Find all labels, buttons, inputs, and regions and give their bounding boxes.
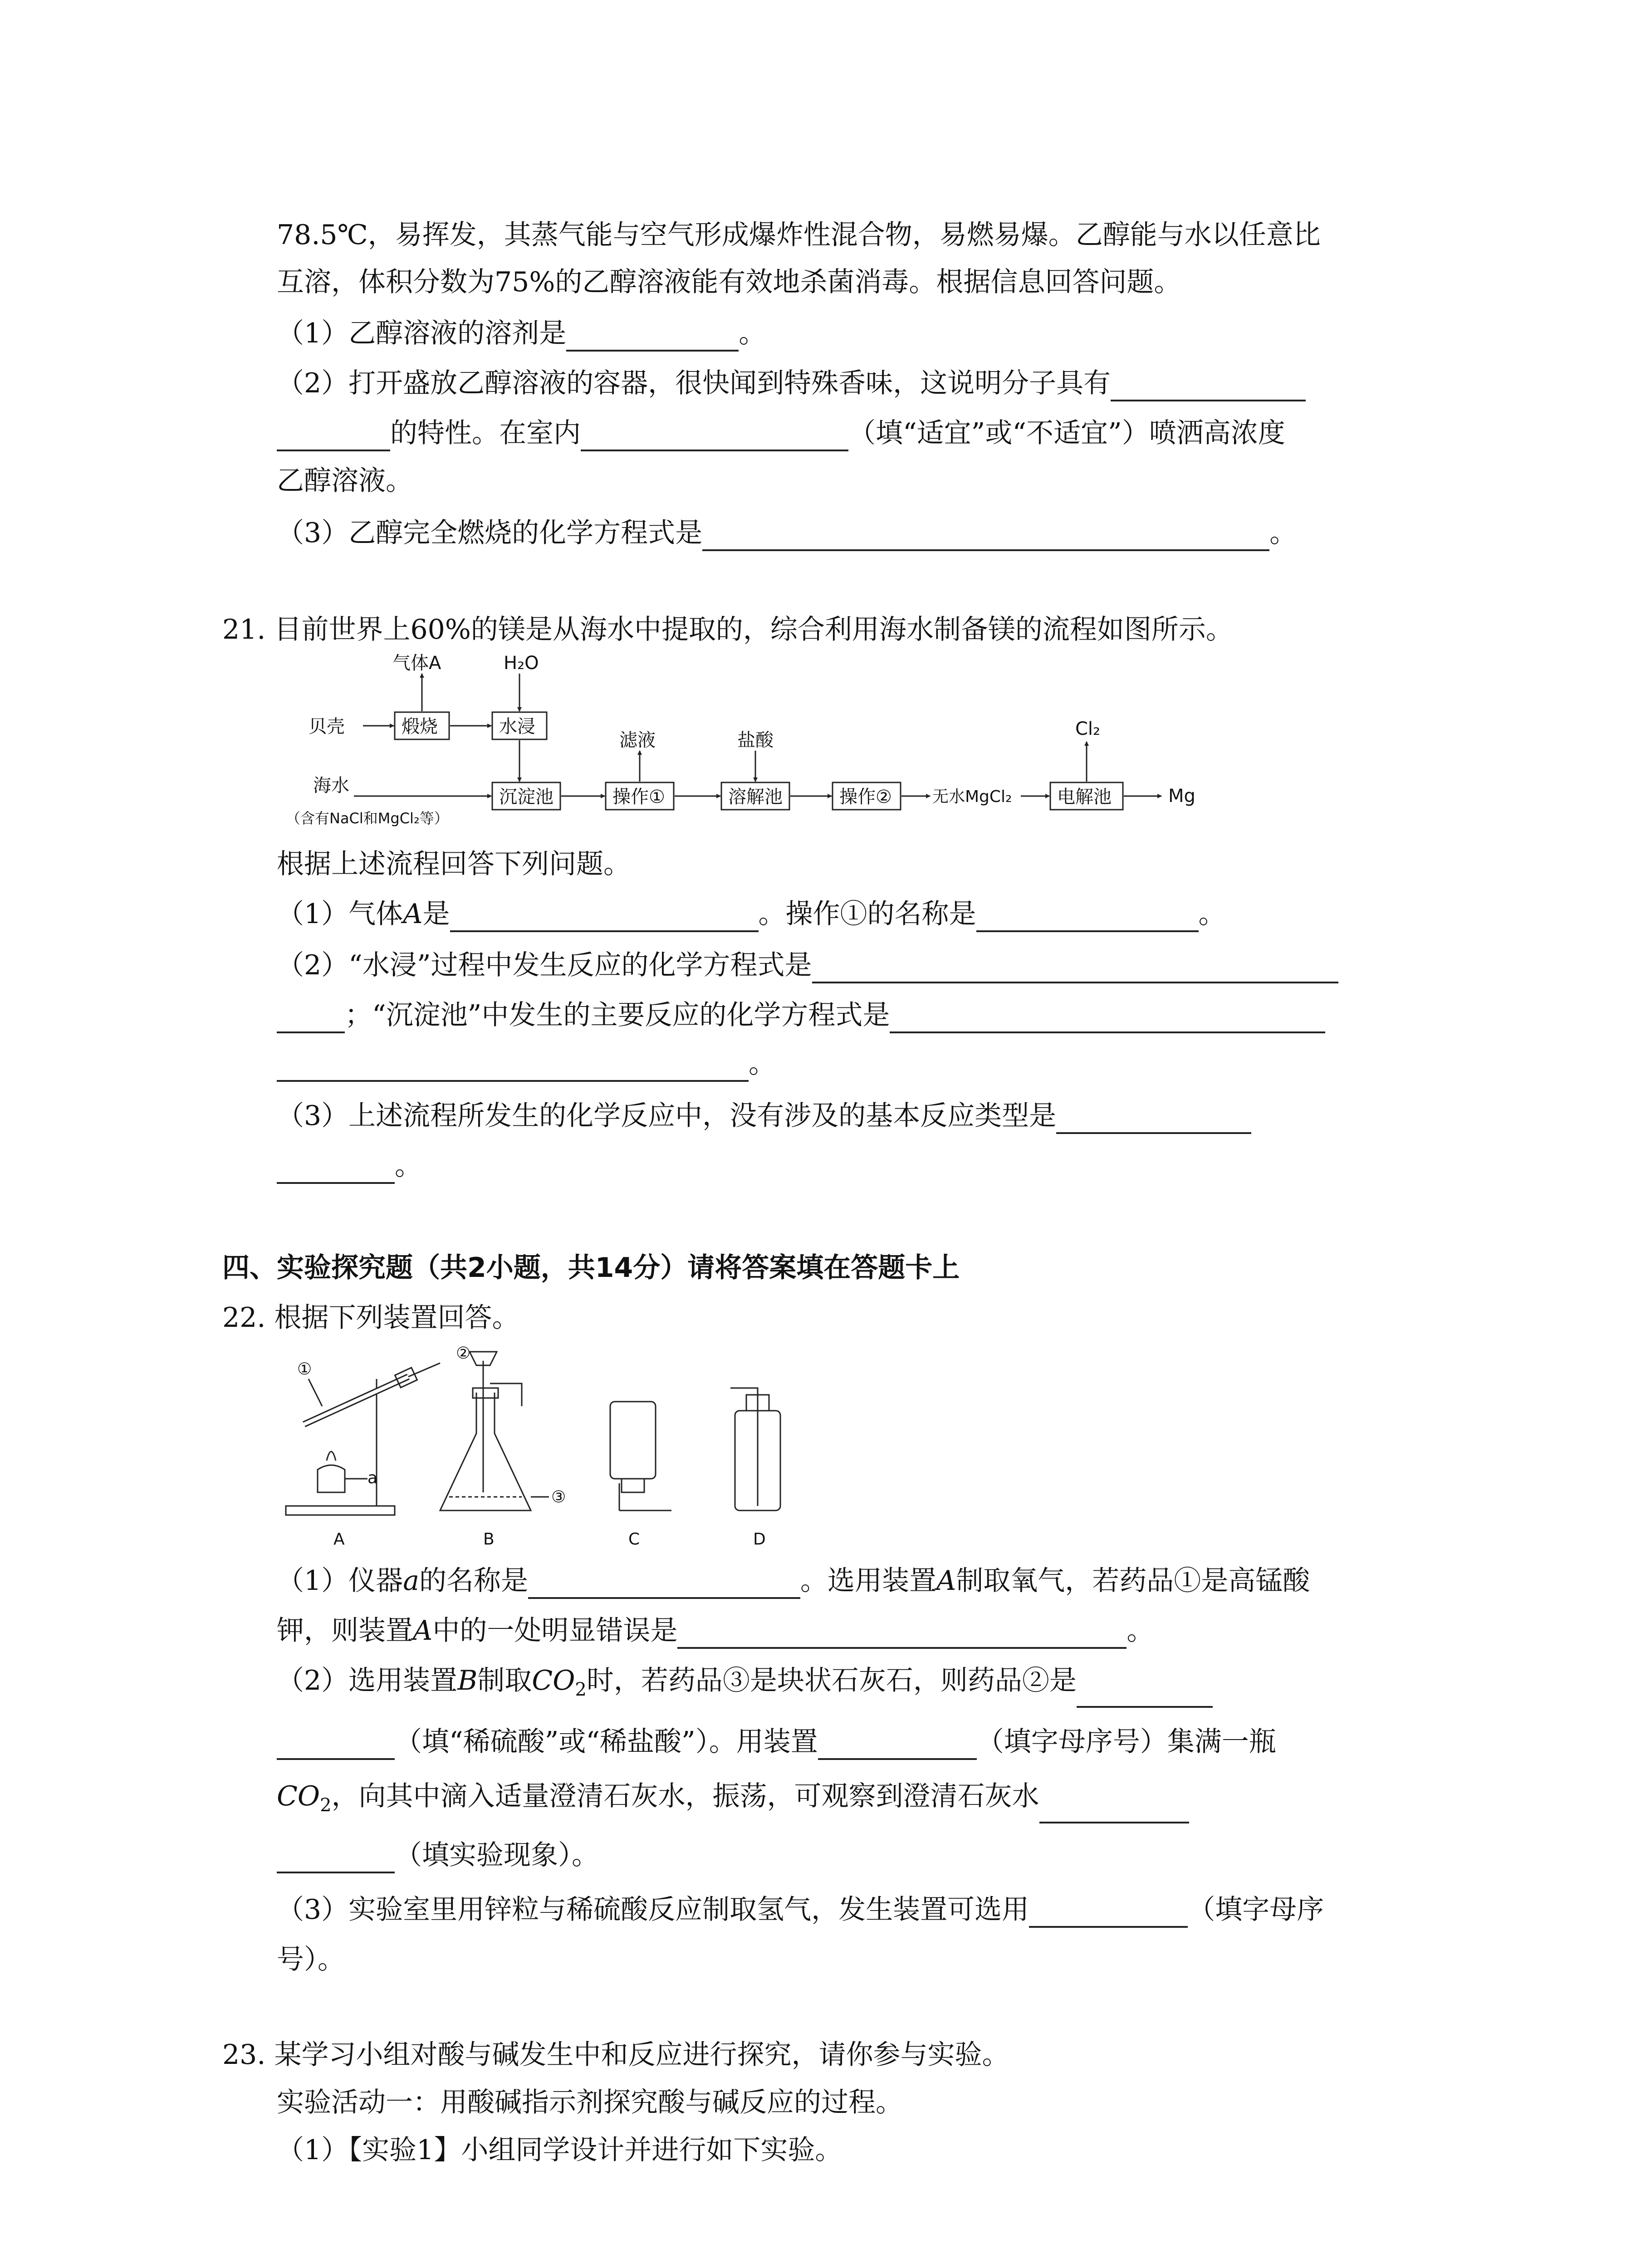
label-precip: 沉淀池 xyxy=(499,787,554,807)
pointer-1 xyxy=(309,1379,322,1406)
answer-blank[interactable] xyxy=(277,1154,395,1184)
label-hcl: 盐酸 xyxy=(737,730,774,751)
answer-blank[interactable] xyxy=(277,1730,395,1760)
answer-blank[interactable] xyxy=(450,902,759,932)
label-filtrate: 滤液 xyxy=(619,730,656,751)
c-delivery-tube xyxy=(619,1483,671,1510)
answer-blank[interactable] xyxy=(277,1052,749,1082)
q22-part2-line3: $CO_2$，向其中滴入适量澄清石灰水，振荡，可观察到澄清石灰水 xyxy=(277,1778,1189,1823)
answer-blank[interactable] xyxy=(277,1843,395,1873)
label-mg: Mg xyxy=(1168,786,1195,807)
q20-line2: 互溶，体积分数为75%的乙醇溶液能有效地杀菌消毒。根据信息回答问题。 xyxy=(277,266,1181,298)
q20-part2-line2: 的特性。在室内 （填“适宜”或“不适宜”）喷洒高浓度 xyxy=(277,415,1285,451)
label-h2o: H₂O xyxy=(504,653,539,674)
bottle-c-neck xyxy=(622,1479,644,1492)
label-calcine: 煅烧 xyxy=(402,716,438,737)
q22-part3-line2: 号）。 xyxy=(277,1944,345,1975)
apparatus-figure xyxy=(277,1343,867,1551)
q21-intro: 根据上述流程回答下列问题。 xyxy=(277,848,631,880)
answer-blank[interactable] xyxy=(277,421,390,451)
q20-part1: （1）乙醇溶液的溶剂是 。 xyxy=(277,315,766,352)
answer-blank[interactable] xyxy=(1039,1794,1189,1823)
q21-part1: （1）气体A是 。操作①的名称是 。 xyxy=(277,896,1226,932)
answer-blank[interactable] xyxy=(1056,1104,1251,1134)
q22-part2-line1: （2）选用装置B制取$CO_2$时，若药品③是块状石灰石，则药品②是 xyxy=(277,1662,1213,1708)
q23-stem: 23. 某学习小组对酸与碱发生中和反应进行探究，请你参与实验。 xyxy=(222,2039,1009,2071)
q22-part1-line1: （1）仪器a的名称是 。选用装置A制取氧气，若药品①是高锰酸 xyxy=(277,1563,1310,1599)
section4-heading: 四、实验探究题（共2小题，共14分）请将答案填在答题卡上 xyxy=(222,1252,960,1284)
label-op2: 操作② xyxy=(839,787,892,807)
answer-blank[interactable] xyxy=(528,1569,800,1599)
label-seawater-note: （含有NaCl和MgCl₂等） xyxy=(286,810,449,827)
q22-part1-line2: 钾，则装置A中的一处明显错误是 。 xyxy=(277,1613,1154,1649)
answer-blank[interactable] xyxy=(677,1619,1127,1649)
label-water-soak: 水浸 xyxy=(499,716,535,737)
q21-part2-line2: ；“沉淀池”中发生的主要反应的化学方程式是 xyxy=(277,997,1325,1033)
alcohol-lamp xyxy=(318,1465,345,1492)
q23-part1: （1）【实验1】小组同学设计并进行如下实验。 xyxy=(277,2134,843,2166)
q21-part3-line1: （3）上述流程所发生的化学反应中，没有涉及的基本反应类型是 xyxy=(277,1098,1251,1134)
label-cl2: Cl₂ xyxy=(1075,719,1101,739)
label-3: ③ xyxy=(551,1488,566,1506)
caption-a: A xyxy=(333,1530,345,1549)
bottle-c xyxy=(610,1402,656,1479)
answer-blank[interactable] xyxy=(976,902,1199,932)
label-op1: 操作① xyxy=(612,787,665,807)
label-gas-a: 气体A xyxy=(392,653,441,674)
q22-part2-line2: （填“稀硫酸”或“稀盐酸”）。用装置 （填字母序号）集满一瓶 xyxy=(277,1724,1276,1760)
caption-d: D xyxy=(753,1530,766,1549)
q21-part2-line1: （2）“水浸”过程中发生反应的化学方程式是 xyxy=(277,947,1338,983)
label-shell: 贝壳 xyxy=(309,716,345,737)
q20-part3: （3）乙醇完全燃烧的化学方程式是 。 xyxy=(277,515,1297,551)
label-a: a xyxy=(367,1469,378,1487)
label-2: ② xyxy=(456,1344,471,1363)
q22-part2-line4: （填实验现象）。 xyxy=(277,1837,599,1873)
answer-blank[interactable] xyxy=(702,521,1269,551)
label-seawater: 海水 xyxy=(313,775,349,796)
answer-blank[interactable] xyxy=(566,322,739,352)
answer-blank[interactable] xyxy=(1077,1678,1213,1708)
conical-flask xyxy=(440,1393,531,1510)
magnesium-flow-diagram xyxy=(286,653,1239,844)
q22-part3-line1: （3）实验室里用锌粒与稀硫酸反应制取氢气，发生装置可选用 （填字母序 xyxy=(277,1892,1324,1928)
q21-stem: 21. 目前世界上60%的镁是从海水中提取的，综合利用海水制备镁的流程如图所示。 xyxy=(222,614,1233,645)
q23-activity: 实验活动一：用酸碱指示剂探究酸与碱反应的过程。 xyxy=(277,2087,903,2118)
answer-blank[interactable] xyxy=(812,953,1338,983)
caption-c: C xyxy=(628,1530,640,1549)
label-anhydrous: 无水MgCl₂ xyxy=(932,787,1012,806)
label-electrolysis: 电解池 xyxy=(1057,787,1112,807)
answer-blank[interactable] xyxy=(277,1003,345,1033)
q21-part2-line3: 。 xyxy=(277,1046,776,1082)
q21-part3-line2: 。 xyxy=(277,1148,422,1184)
answer-blank[interactable] xyxy=(1111,371,1306,401)
q20-part2-line3: 乙醇溶液。 xyxy=(277,465,413,497)
answer-blank[interactable] xyxy=(818,1730,977,1760)
stand-base xyxy=(286,1506,395,1515)
q20-part2-line1: （2）打开盛放乙醇溶液的容器，很快闻到特殊香味，这说明分子具有 xyxy=(277,365,1306,401)
answer-blank[interactable] xyxy=(890,1003,1325,1033)
answer-blank[interactable] xyxy=(1029,1898,1188,1928)
answer-blank[interactable] xyxy=(581,421,848,451)
flame xyxy=(327,1452,336,1461)
q22-stem: 22. 根据下列装置回答。 xyxy=(222,1302,519,1334)
label-dissolve: 溶解池 xyxy=(728,787,783,807)
caption-b: B xyxy=(483,1530,495,1549)
label-1: ① xyxy=(297,1360,312,1378)
q20-line1: 78.5℃，易挥发，其蒸气能与空气形成爆炸性混合物，易燃易爆。乙醇能与水以任意比 xyxy=(277,219,1321,251)
